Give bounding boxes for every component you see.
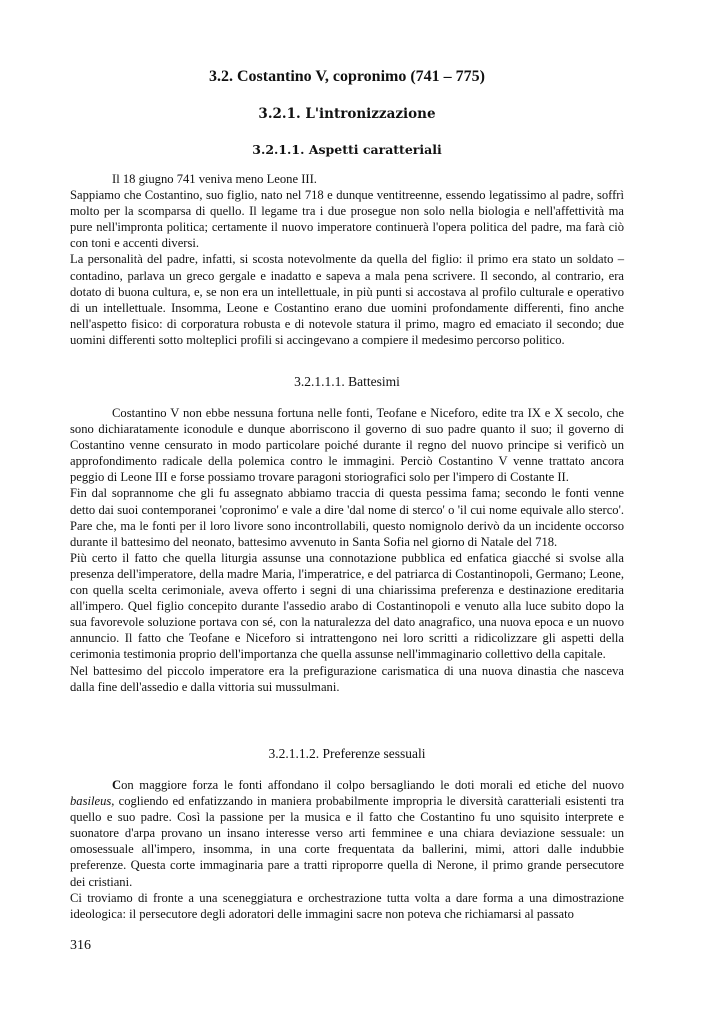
preferenze-heading: 3.2.1.1.2. Preferenze sessuali [268,746,426,761]
section-heading: 3.2.1. L'intronizzazione [258,106,436,122]
page-number: 316 [70,938,91,953]
basileus-term: basileus [70,794,112,809]
preferenze-paragraph-2: Ci troviamo di fronte a una sceneggiatura e orchestrazione tutta volta a dare forma a una dimostrazione ideologica: il persecutore degli adoratori delle immagini sacre non poteva che richiamarsi al passato [70,890,624,921]
battesimi-paragraph-3: Più certo il fatto che quella liturgia assunse una connotazione pubblica ed enfatica giacché si svolse alla presenza dell'imperatore, della madre Maria, l'imperatrice, e del patriarca di Costantinopoli, Germano; Leone, con quella scelta cerimoniale, aveva offerto i segni di una chiarissima preferenza e destinazione ereditaria all'impero. Quel figlio concepito durante l'assedio arabo di Costantinopoli e venuto alla luce subito dopo la sua favorevole soluzione portava con sé, con la naturalezza del dato anagrafico, una nuova epoca e un nuovo annuncio. Il fatto che Teofane e Niceforo si intrattengono nei loro scritti a ridicolizzare gli aspetti della cerimonia testimonia proprio dell'importanza che quella assunse nell'immaginario collettivo della capitale. [70,550,624,662]
preferenze-paragraph-1 [70,777,624,890]
battesimi-paragraph-4: Nel battesimo del piccolo imperatore era la prefigurazione carismatica di una nuova dinastia che nasceva dalla fine dell'assedio e dalla vittoria sui mussulmani. [70,663,624,694]
intro-block [70,171,624,348]
battesimi-heading: 3.2.1.1.1. Battesimi [294,374,400,389]
battesimi-block [70,405,624,695]
preferenze-block [70,777,624,922]
chapter-title: 3.2. Costantino V, copronimo (741 – 775) [208,68,486,85]
battesimi-paragraph-1: Costantino V non ebbe nessuna fortuna nelle fonti, Teofane e Niceforo, edite tra IX e X secolo, che sono dichiaratamente iconodule e dunque aborriscono il governo di suo padre quanto il suo; il governo di Costantino venne censurato in modo particolare poiché durante il regno del nuovo principe si verificò un approfondimento radicale della polemica contro le immagini. Perciò Costantino V venne trattato ancora peggio di Leone III e forse possiamo trovare paragoni storiografici solo per l'impero di Costante II. [70,406,624,485]
intro-paragraph-3: La personalità del padre, infatti, si scosta notevolmente da quella del figlio: il primo era stato un soldato – contadino, parlava un greco gergale e inadatto e sapeva a mala pena scrivere. Il secondo, al contrario, era dotato di buona cultura, e, se non era un intellettuale, in più punti si accostava al profilo culturale e operativo di un intellettuale. Insomma, Leone e Costantino erano due uomini profondamente differenti, fino anche nell'aspetto fisico: di corporatura robusta e di notevole statura il primo, magro ed emaciato il secondo; due uomini differenti sotto molteplici profili si accingevano a compiere il medesimo percorso politico. [70,252,624,347]
drop-initial: C [112,778,122,792]
battesimi-paragraph-2: Fin dal soprannome che gli fu assegnato abbiamo traccia di questa pessima fama; secondo le fonti venne detto dai suoi contemporanei 'copronimo' e vale a dire 'dal nome di sterco' o 'il cui nome equivale allo sterco'. Pare che, ma le fonti per il loro livore sono incontrollabili, questo nomignolo derivò da un incidente occorso durante il battesimo del neonato, battesimo avvenuto in Santa Sofia nel giorno di Natale del 718. [70,486,624,549]
preferenze-paragraph-1-part-b: , cogliendo ed enfatizzando in maniera probabilmente impropria le diversità caratteriali esistenti tra quello e suo padre. Così la passione per la musica e il fatto che Costantino fu uno squisito interprete e suonatore d'arpa provano un insano interesse verso arti femminee e una chiara deviazione sessuale: un omosessuale all'impero, insomma, in una corte frequentata da ballerini, mimi, attori dalle indubbie preferenze. Questa corte immaginaria pare a tratti riproporre quella di Nerone, il primo grande persecutore dei cristiani. [70,794,624,889]
subsection-heading: 3.2.1.1. Aspetti caratteriali [252,142,442,157]
intro-paragraph-1: Il 18 giugno 741 veniva meno Leone III. [112,172,317,186]
intro-paragraph-2: Sappiamo che Costantino, suo figlio, nato nel 718 e dunque ventitreenne, essendo legatissimo al padre, soffrì molto per la scomparsa di quello. Il legame tra i due prosegue non solo nella biologia e nell'affettività ma pure nell'impronta politica; certamente il nuovo imperatore continuerà l'opera politica del padre, ma farà ciò con toni e accenti diversi. [70,188,624,251]
preferenze-paragraph-1-part-a: on maggiore forza le fonti affondano il colpo bersagliando le doti morali ed etiche del nuovo [121,778,624,792]
